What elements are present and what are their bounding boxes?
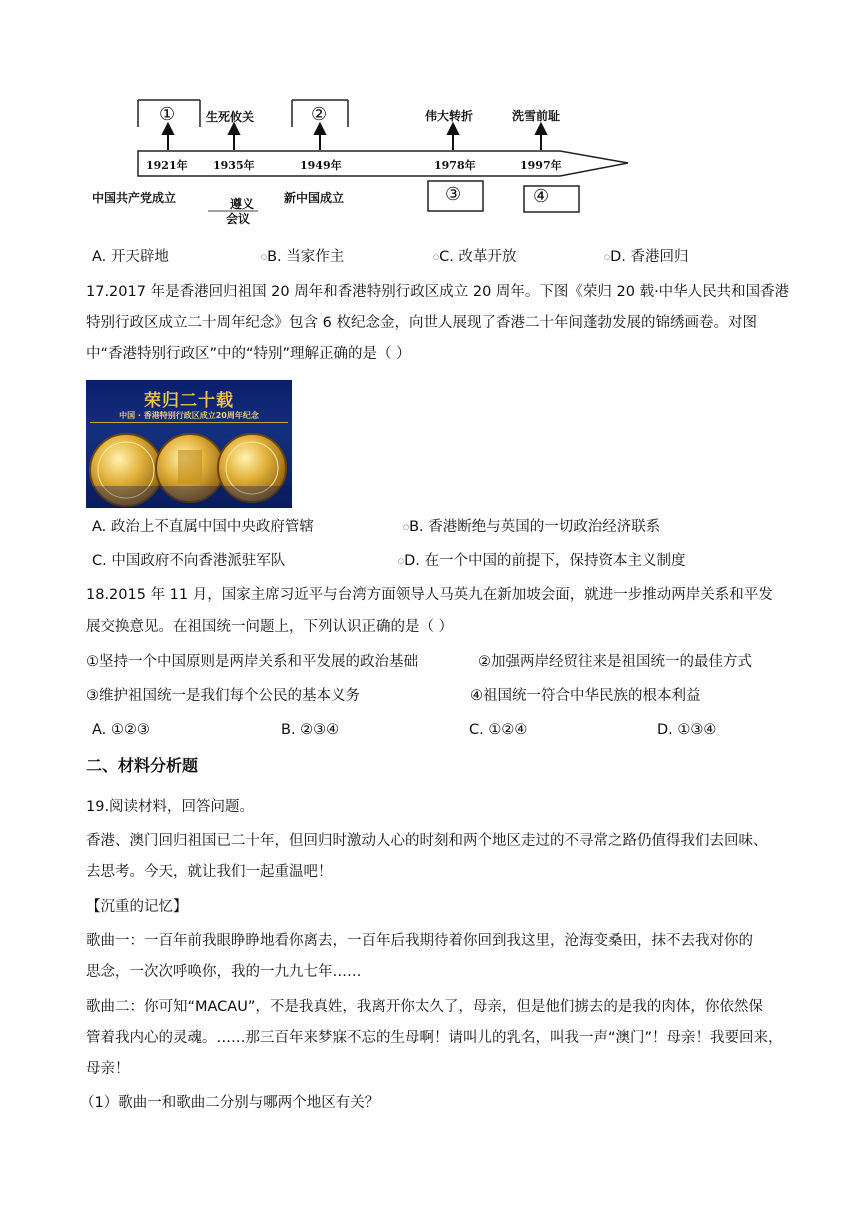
q17-stem-line: 中“香港特别行政区”中的“特别”理解正确的是（ ） (86, 346, 411, 362)
q16-option-c: ○C. 改革开放 (433, 249, 517, 265)
q19-line: 歌曲一：一百年前我眼睁睁地看你离去，一百年后我期待着你回到我这里，沧海变桑田，抹不去我对你的 (86, 933, 753, 949)
timeline-box-1: ① (159, 104, 176, 125)
q18-statement-4: ④祖国统一符合中华民族的根本利益 (470, 688, 701, 704)
q19-line: 19.阅读材料，回答问题。 (86, 799, 255, 815)
timeline-year-1949: 1949年 (300, 159, 342, 172)
timeline-box-4: ④ (533, 186, 550, 207)
q19-line: 香港、澳门回归祖国已二十年，但回归时激动人心的时刻和两个地区走过的不寻常之路仍值得我们去回味、 (86, 833, 768, 849)
timeline-year-1935: 1935年 (213, 159, 255, 172)
timeline-below-cpc: 中国共产党成立 (92, 191, 177, 205)
q18-stem-line: 18.2015 年 11 月，国家主席习近平与台湾方面领导人马英九在新加坡会面，就进一步推动两岸关系和平发 (86, 587, 773, 603)
timeline-below-zunyi-1: 遵义 (230, 197, 255, 211)
timeline-year-1921: 1921年 (146, 159, 188, 172)
q18-option-c: C. ①②④ (469, 722, 528, 738)
q19-line: 去思考。今天，就让我们一起重温吧！ (86, 864, 333, 880)
q19-line: 管着我内心的灵魂。……那三百年来梦寐不忘的生母啊！请叫儿的乳名，叫我一声“澳门”！母亲！我要回来， (86, 1030, 783, 1046)
q17-stem-line: 特别行政区成立二十周年纪念》包含 6 枚纪念金，向世人展现了香港二十年间蓬勃发展的锦绣画卷。对图 (86, 315, 757, 331)
timeline-label-weida: 伟大转折 (425, 109, 474, 123)
q19-subquestion-1: （1）歌曲一和歌曲二分别与哪两个地区有关？ (80, 1095, 380, 1111)
commemorative-gold-image (86, 380, 292, 508)
q16-option-b: ○B. 当家作主 (261, 249, 345, 265)
q18-option-a: A. ①②③ (92, 722, 150, 738)
q19-line: 【沉重的记忆】 (86, 899, 188, 915)
image-subtitle: 中国 · 香港特别行政区成立20周年纪念 (119, 411, 259, 420)
gold-coins-graphic (86, 428, 292, 508)
timeline-below-zunyi-2: 会议 (226, 212, 251, 226)
section-2-title: 二、材料分析题 (86, 756, 199, 775)
q18-option-b: B. ②③④ (281, 722, 340, 738)
timeline-below-prc: 新中国成立 (284, 191, 345, 205)
q17-option-b: ○B. 香港断绝与英国的一切政治经济联系 (403, 519, 661, 535)
q17-stem-line: 17.2017 年是香港回归祖国 20 周年和香港特别行政区成立 20 周年。下图《荣归 20 载·中华人民共和国香港 (86, 284, 790, 300)
q19-line: 歌曲二：你可知“MACAU”，不是我真姓，我离开你太久了，母亲，但是他们掳去的是我的肉体，你依然保 (86, 999, 763, 1015)
q17-option-d: ○D. 在一个中国的前提下，保持资本主义制度 (398, 553, 686, 569)
timeline-box-3: ③ (445, 184, 462, 205)
timeline-year-1997: 1997年 (520, 159, 562, 172)
q16-option-a: A. 开天辟地 (92, 249, 169, 265)
q16-option-d: ○D. 香港回归 (604, 249, 689, 265)
q17-option-c: C. 中国政府不向香港派驻军队 (92, 553, 286, 569)
q18-option-d: D. ①③④ (657, 722, 717, 738)
timeline-label-shengsi: 生死攸关 (206, 110, 255, 124)
timeline-label-xixue: 洗雪前耻 (512, 109, 561, 123)
q19-line: 思念，一次次呼唤你，我的一九九七年…… (86, 964, 362, 980)
q18-statement-3: ③维护祖国统一是我们每个公民的基本义务 (86, 688, 360, 704)
timeline-box-2: ② (311, 104, 328, 125)
q18-statement-1: ①坚持一个中国原则是两岸关系和平发展的政治基础 (86, 654, 418, 670)
q18-stem-line: 展交换意见。在祖国统一问题上，下列认识正确的是（ ） (86, 619, 454, 635)
q17-option-a: A. 政治上不直属中国中央政府管辖 (92, 519, 314, 535)
image-title: 荣归二十载 (144, 391, 234, 411)
timeline-year-1978: 1978年 (434, 159, 476, 172)
q19-line: 母亲！ (86, 1061, 130, 1077)
q18-statement-2: ②加强两岸经贸往来是祖国统一的最佳方式 (478, 654, 752, 670)
